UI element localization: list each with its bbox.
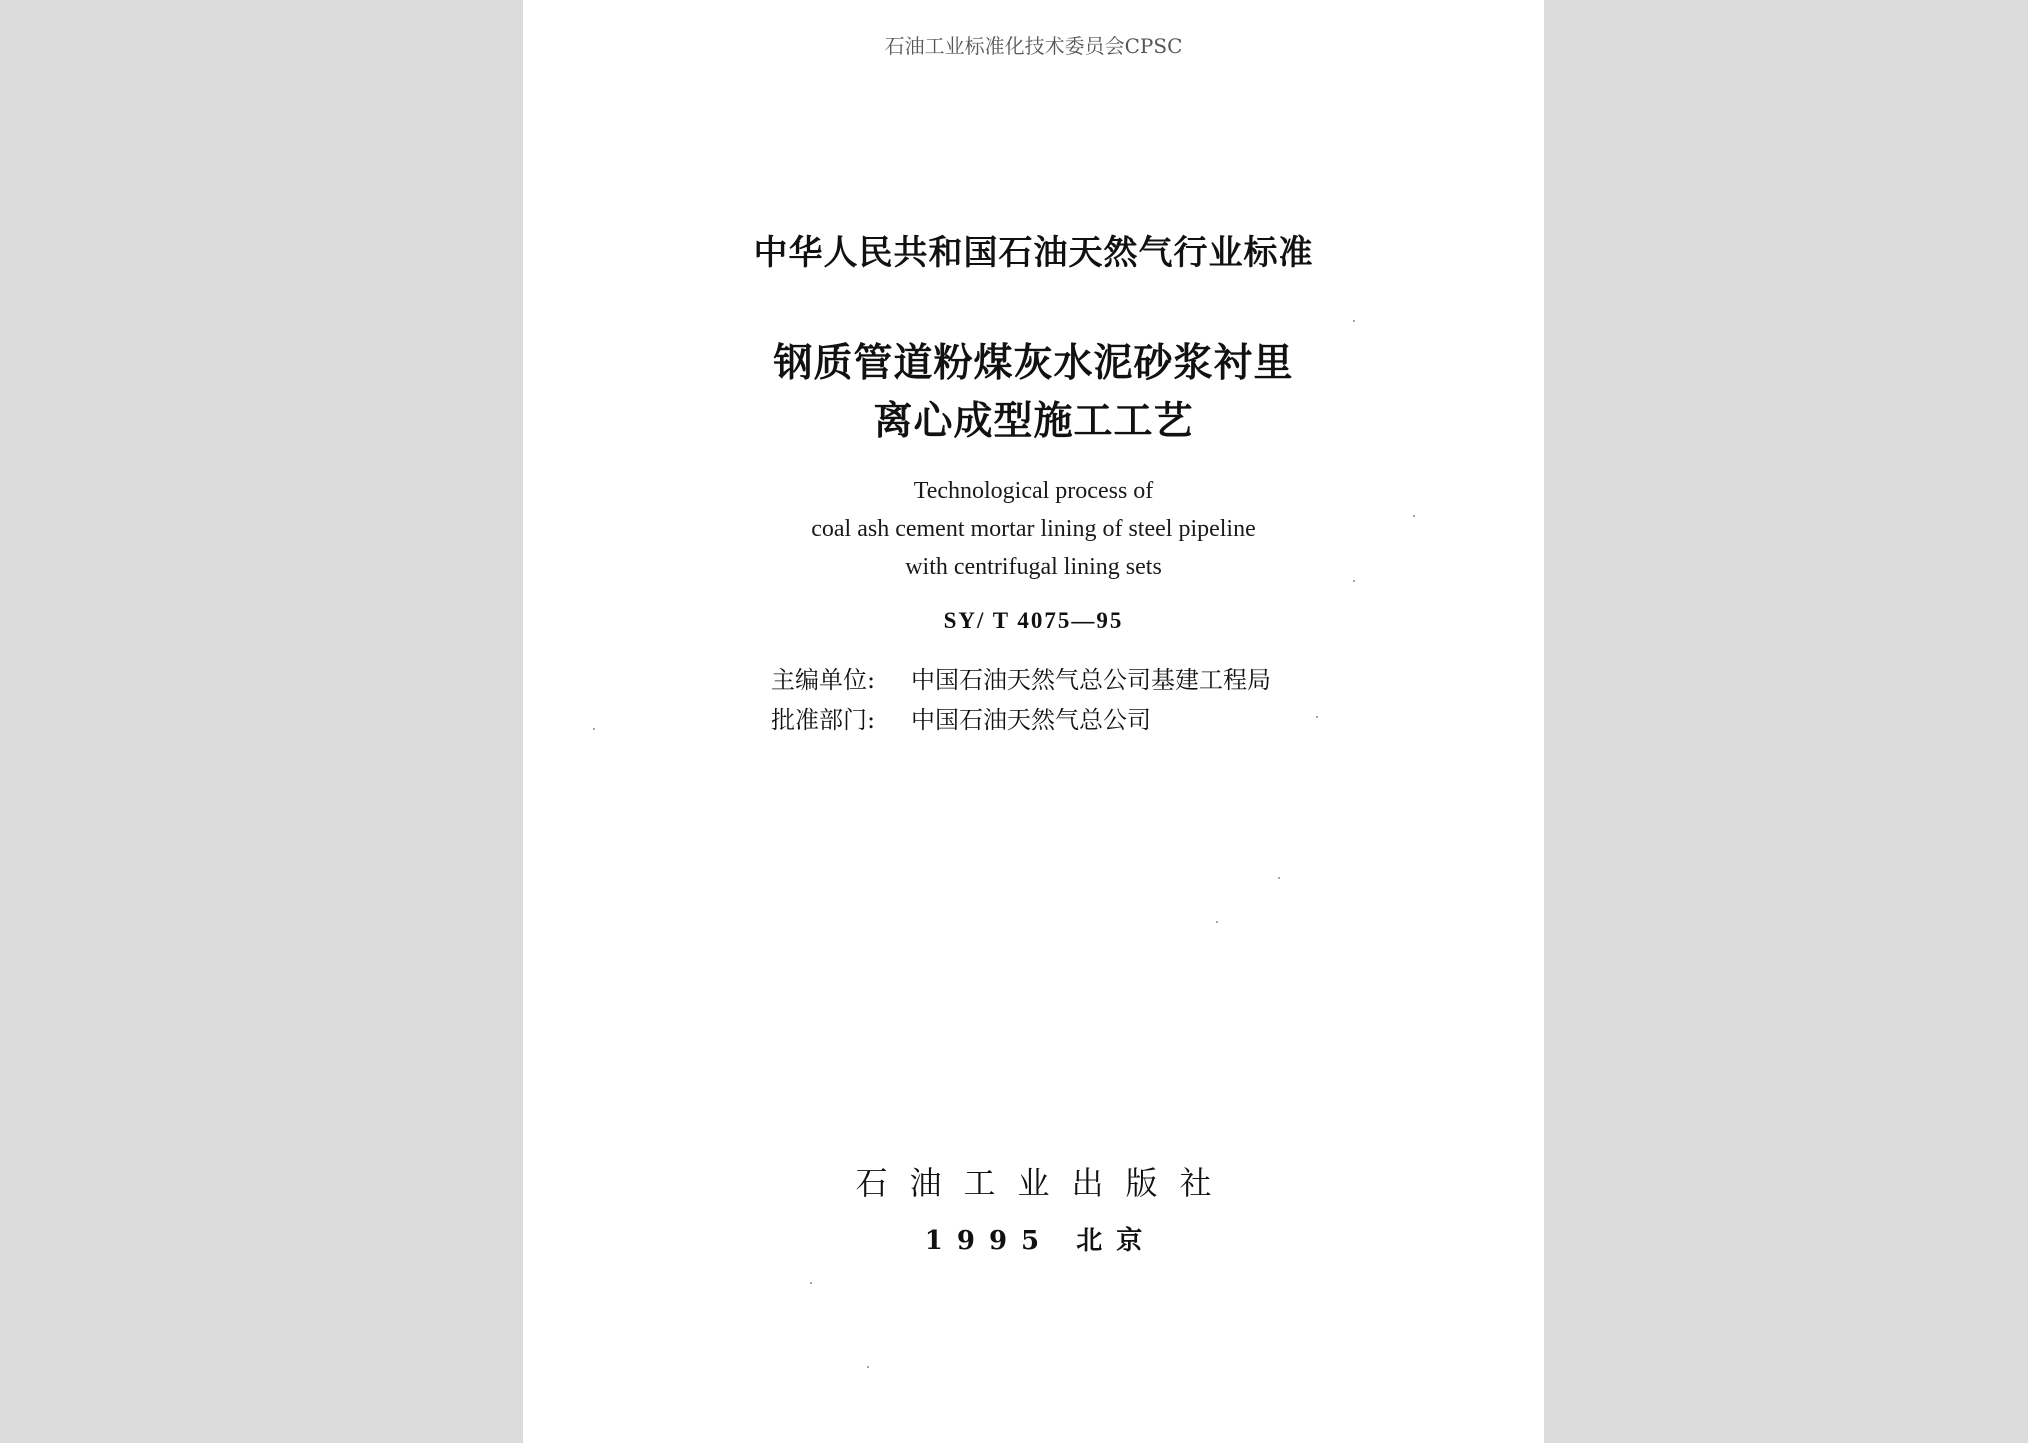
publication-place: 1995 北京	[924, 1226, 1157, 1256]
publisher-name: 石油工业出版社	[855, 1164, 1234, 1202]
title-english-line: with centrifugal lining sets	[905, 554, 1162, 580]
standard-type: 中华人民共和国石油天然气行业标准	[753, 233, 1314, 273]
scan-speck	[1413, 515, 1415, 517]
scan-speck	[593, 728, 595, 730]
organization-label: 主编单位:	[771, 666, 876, 694]
scan-speck	[1316, 716, 1318, 718]
header-organization: 石油工业标准化技术委员会CPSC	[884, 34, 1183, 58]
scan-speck	[1278, 877, 1280, 879]
organization-row	[771, 700, 1271, 740]
document-page	[523, 0, 1544, 1443]
title-english-line: Technological process of	[913, 478, 1154, 504]
title-chinese-line: 钢质管道粉煤灰水泥砂浆衬里	[773, 341, 1294, 386]
organization-list	[771, 660, 1271, 740]
organization-value: 中国石油天然气总公司	[911, 706, 1151, 734]
organization-row	[771, 660, 1271, 700]
scan-speck	[1216, 921, 1218, 923]
scan-speck	[1353, 320, 1355, 322]
scan-speck	[867, 1366, 869, 1368]
scan-speck	[1353, 580, 1355, 582]
title-chinese-line: 离心成型施工工艺	[873, 399, 1194, 444]
standard-code: SY/ T 4075—95	[943, 608, 1124, 633]
title-chinese	[523, 335, 1544, 451]
title-english-line: coal ash cement mortar lining of steel pipeline	[811, 516, 1256, 542]
organization-label: 批准部门:	[771, 706, 876, 734]
scan-speck	[810, 1282, 812, 1284]
title-english	[523, 472, 1544, 586]
organization-value: 中国石油天然气总公司基建工程局	[911, 666, 1271, 694]
